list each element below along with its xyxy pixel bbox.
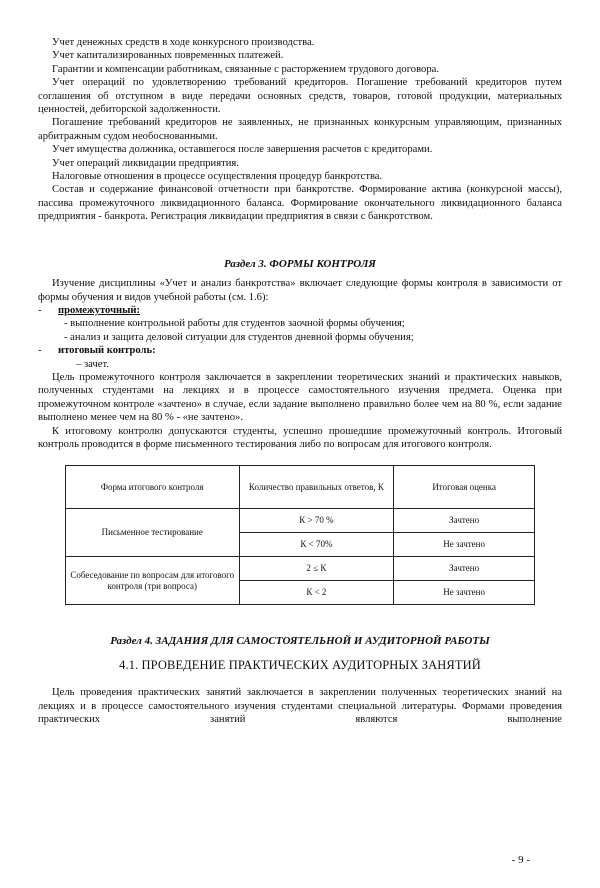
control-table — [65, 465, 535, 605]
table-cell-grade: Не зачтено — [394, 581, 535, 605]
table-cell-form: Письменное тестирование — [66, 509, 240, 557]
list-item-intermediate — [38, 304, 562, 317]
table-row — [66, 509, 535, 533]
table-header: Количество правильных ответов, К — [239, 466, 394, 509]
paragraph-reporting: Состав и содержание финансовой отчетности при банкротстве. Формирование актива (конкурсной массы), пассива промежуточного ликвидационного баланса. Формирование окончательного ликвидационного баланса предприятия - банкрота. Регистрация ликвидации предприятия в связи с банкротством. — [38, 184, 562, 223]
text-line: Учет денежных средств в ходе конкурсного производства. — [52, 37, 315, 48]
text-line: Учет капитализированных повременных платежей. — [52, 50, 284, 62]
text-line: Налоговые отношения в процессе осуществления процедур банкротства. — [52, 171, 383, 183]
section-4-title: Раздел 4. ЗАДАНИЯ ДЛЯ САМОСТОЯТЕЛЬНОЙ И АУДИТОРНОЙ РАБОТЫ — [110, 635, 490, 648]
page-number: - 9 - — [511, 854, 530, 866]
document-page — [38, 36, 562, 726]
paragraph-practical: Цель проведения практических занятий заключается в закреплении полученных теоретических знаний на лекциях и в процессе самостоятельного изучения студентами специальной литературы. Формами проведения практических занятий являются выполнение — [38, 687, 562, 725]
section-3-intro: Изучение дисциплины «Учет и анализ банкротства» включает следующие формы контроля в зависимости от формы обучения и видов учебной работы (см. 1.6): — [38, 278, 562, 303]
paragraph-unclaimed: Погашение требований кредиторов не заявленных, не признанных конкурсным управляющим, признанных арбитражным судом необоснованными. — [38, 117, 562, 142]
table-header: Итоговая оценка — [394, 466, 535, 509]
table-row — [66, 557, 535, 581]
table-cell-count: 2 ≤ К — [239, 557, 394, 581]
table-header-row — [66, 466, 535, 509]
top-lines — [38, 36, 562, 76]
section-4-subtitle: 4.1. ПРОВЕДЕНИЕ ПРАКТИЧЕСКИХ АУДИТОРНЫХ ЗАНЯТИЙ — [119, 657, 481, 672]
text-line: Учет имущества должника, оставшегося после завершения расчетов с кредиторами. — [52, 144, 433, 156]
table-cell-grade: Не зачтено — [394, 533, 535, 557]
final-item: – зачет. — [76, 358, 109, 370]
table-cell-count: К < 70% — [239, 533, 394, 557]
intermediate-item: - выполнение контрольной работы для студентов заочной формы обучения; — [64, 318, 405, 330]
table-cell-count: К < 2 — [239, 581, 394, 605]
list-item-final — [38, 344, 562, 357]
table-header: Форма итогового контроля — [66, 466, 240, 509]
table-cell-count: К > 70 % — [239, 509, 394, 533]
text-line: Гарантии и компенсации работникам, связанные с расторжением трудового договора. — [52, 63, 439, 75]
text-line: Учет операций ликвидации предприятия. — [52, 157, 239, 169]
intermediate-item: - анализ и защита деловой ситуации для студентов дневной формы обучения; — [64, 331, 414, 343]
paragraph-creditors: Учет операций по удовлетворению требований кредиторов. Погашение требований кредиторов путем соглашения об отступном в виде передачи основных средств, товаров, готовой продукции, материальных ценностей, дебиторской задолженности. — [38, 77, 562, 116]
paragraph-final-control: К итоговому контролю допускаются студенты, успешно прошедшие промежуточный контроль. Итоговый контроль проводится в форме письменного тестирования либо по вопросам для итогового контроля. — [38, 425, 562, 450]
table-cell-grade: Зачтено — [394, 509, 535, 533]
table-cell-form: Собеседование по вопросам для итогового контроля (три вопроса) — [66, 557, 240, 605]
dash-marker: - — [38, 345, 42, 357]
paragraph-intermediate-control: Цель промежуточного контроля заключается в закреплении теоретических знаний и практических навыков, полученных студентами на лекциях и в процессе самостоятельного изучения предмета. Оценка при промежуточном контроле «зачтено» в случае, если задание выполнено правильно более чем на 80 %, если задание выполнено менее чем на 80 % - «не зачтено». — [38, 371, 562, 424]
intermediate-label: промежуточный: — [58, 304, 141, 316]
section-3-title: Раздел 3. ФОРМЫ КОНТРОЛЯ — [223, 257, 376, 270]
mid-lines — [38, 143, 562, 183]
dash-marker: - — [38, 304, 42, 316]
table-cell-grade: Зачтено — [394, 557, 535, 581]
final-label: итоговый контроль: — [58, 345, 156, 357]
